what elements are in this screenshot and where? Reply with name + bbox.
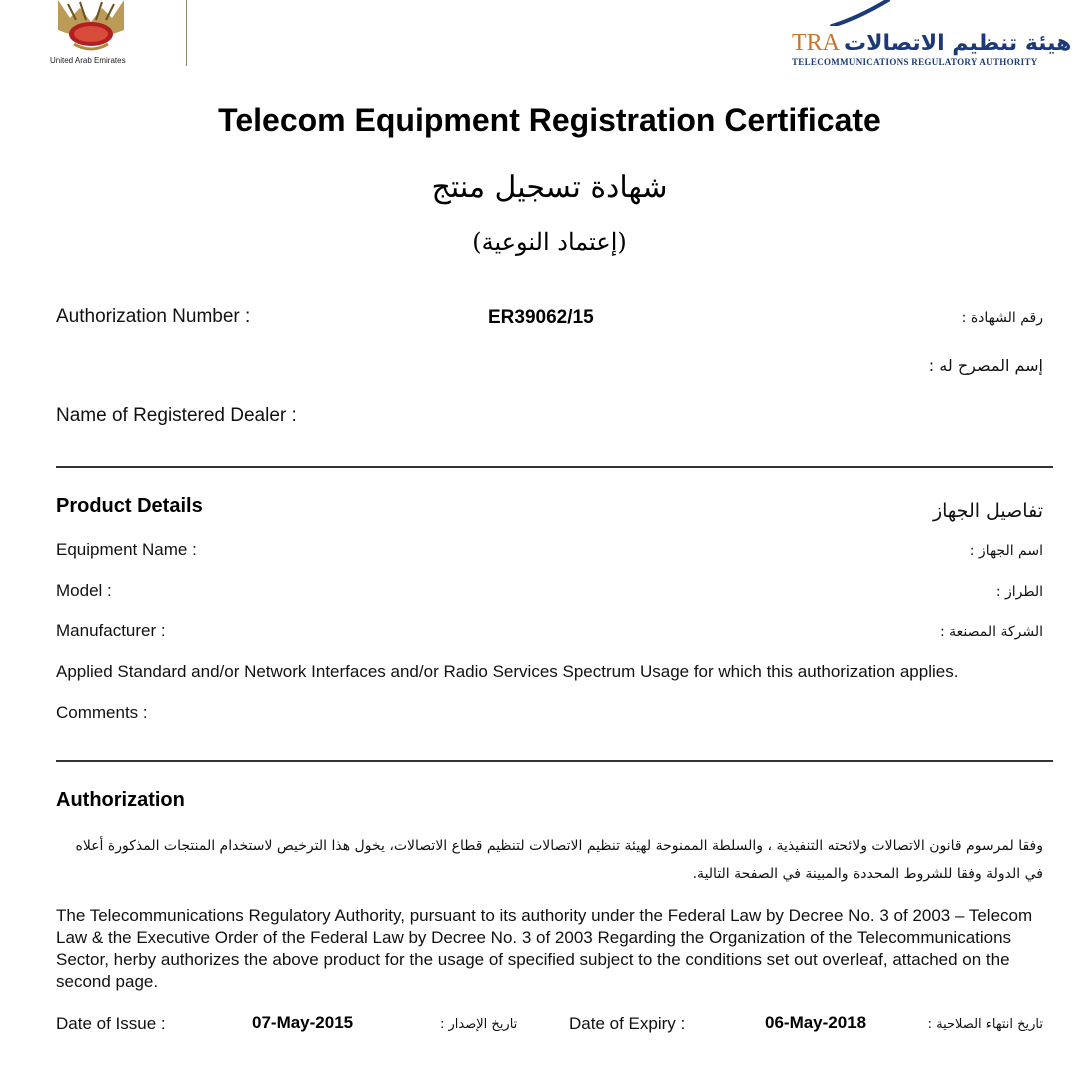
tra-logo-arabic: هيئة تنظيم الاتصالات bbox=[844, 30, 1072, 56]
product-details-heading: Product Details bbox=[56, 495, 203, 517]
equipment-name-label: Equipment Name : bbox=[56, 540, 197, 559]
expiry-date-label: Date of Expiry : bbox=[569, 1014, 686, 1033]
authorization-text-arabic-line1: وفقا لمرسوم قانون الاتصالات ولائحته التنفيذية ، والسلطة الممنوحة لهيئة تنظيم الاتصالات لتنظيم قطاع الاتصالات، يخول هذا الترخيص لاستخدام المنتجات المذكورة أعلاه bbox=[75, 838, 1043, 854]
certificate-subtitle-arabic: (إعتماد النوعية) bbox=[472, 228, 627, 256]
authorization-number-value: ER39062/15 bbox=[488, 307, 594, 328]
authorization-text-arabic-line2: في الدولة وفقا للشروط المحددة والمبينة في الصفحة التالية. bbox=[692, 866, 1043, 882]
authorization-text-arabic bbox=[43, 832, 1043, 888]
issue-date-label: Date of Issue : bbox=[56, 1014, 166, 1033]
tra-swoosh-icon bbox=[828, 0, 898, 26]
dealer-label: Name of Registered Dealer : bbox=[56, 405, 297, 426]
certificate-title-arabic: شهادة تسجيل منتج bbox=[431, 170, 668, 205]
issue-date-label-arabic: تاريخ الإصدار : bbox=[440, 1017, 518, 1032]
header-divider bbox=[186, 0, 187, 66]
model-label-arabic: الطراز : bbox=[995, 584, 1043, 600]
tra-logo-english: TELECOMMUNICATIONS REGULATORY AUTHORITY bbox=[792, 57, 1038, 67]
divider-line bbox=[56, 760, 1053, 762]
manufacturer-label: Manufacturer : bbox=[56, 621, 166, 640]
dealer-label-arabic: إسم المصرح له : bbox=[928, 356, 1043, 375]
falcon-emblem-icon bbox=[50, 0, 132, 55]
authorization-number-label-arabic: رقم الشهادة : bbox=[961, 310, 1043, 326]
product-details-heading-arabic: تفاصيل الجهاز bbox=[932, 500, 1043, 522]
authorization-number-label: Authorization Number : bbox=[56, 306, 251, 327]
authorization-heading: Authorization bbox=[56, 789, 185, 811]
applied-standard-text: Applied Standard and/or Network Interfaces and/or Radio Services Spectrum Usage for which this authorization applies. bbox=[56, 662, 959, 681]
uae-caption: United Arab Emirates bbox=[50, 56, 126, 65]
model-label: Model : bbox=[56, 581, 112, 600]
uae-emblem-logo bbox=[50, 0, 132, 55]
certificate-title: Telecom Equipment Registration Certificate bbox=[218, 102, 881, 138]
equipment-name-label-arabic: اسم الجهاز : bbox=[969, 543, 1043, 559]
tra-logo bbox=[792, 28, 1071, 58]
issue-date-value: 07-May-2015 bbox=[252, 1013, 354, 1032]
authorization-text-english: The Telecommunications Regulatory Authority, pursuant to its authority under the Federal Law by Decree No. 3 of 2003 – Telecom Law & the Executive Order of the Federal Law by Decree No. 3 of 2003 Regarding the Organization of the Telecommunications Sector, herby authorizes the above product for the usage of specified subject to the conditions set out overleaf, attached on the second page. bbox=[56, 906, 1033, 991]
divider-line bbox=[56, 466, 1053, 468]
tra-logo-latin: TRA bbox=[792, 29, 840, 56]
comments-label: Comments : bbox=[56, 703, 148, 722]
expiry-date-label-arabic: تاريخ انتهاء الصلاحية : bbox=[927, 1017, 1043, 1032]
expiry-date-value: 06-May-2018 bbox=[765, 1013, 867, 1032]
manufacturer-label-arabic: الشركة المصنعة : bbox=[939, 624, 1043, 640]
